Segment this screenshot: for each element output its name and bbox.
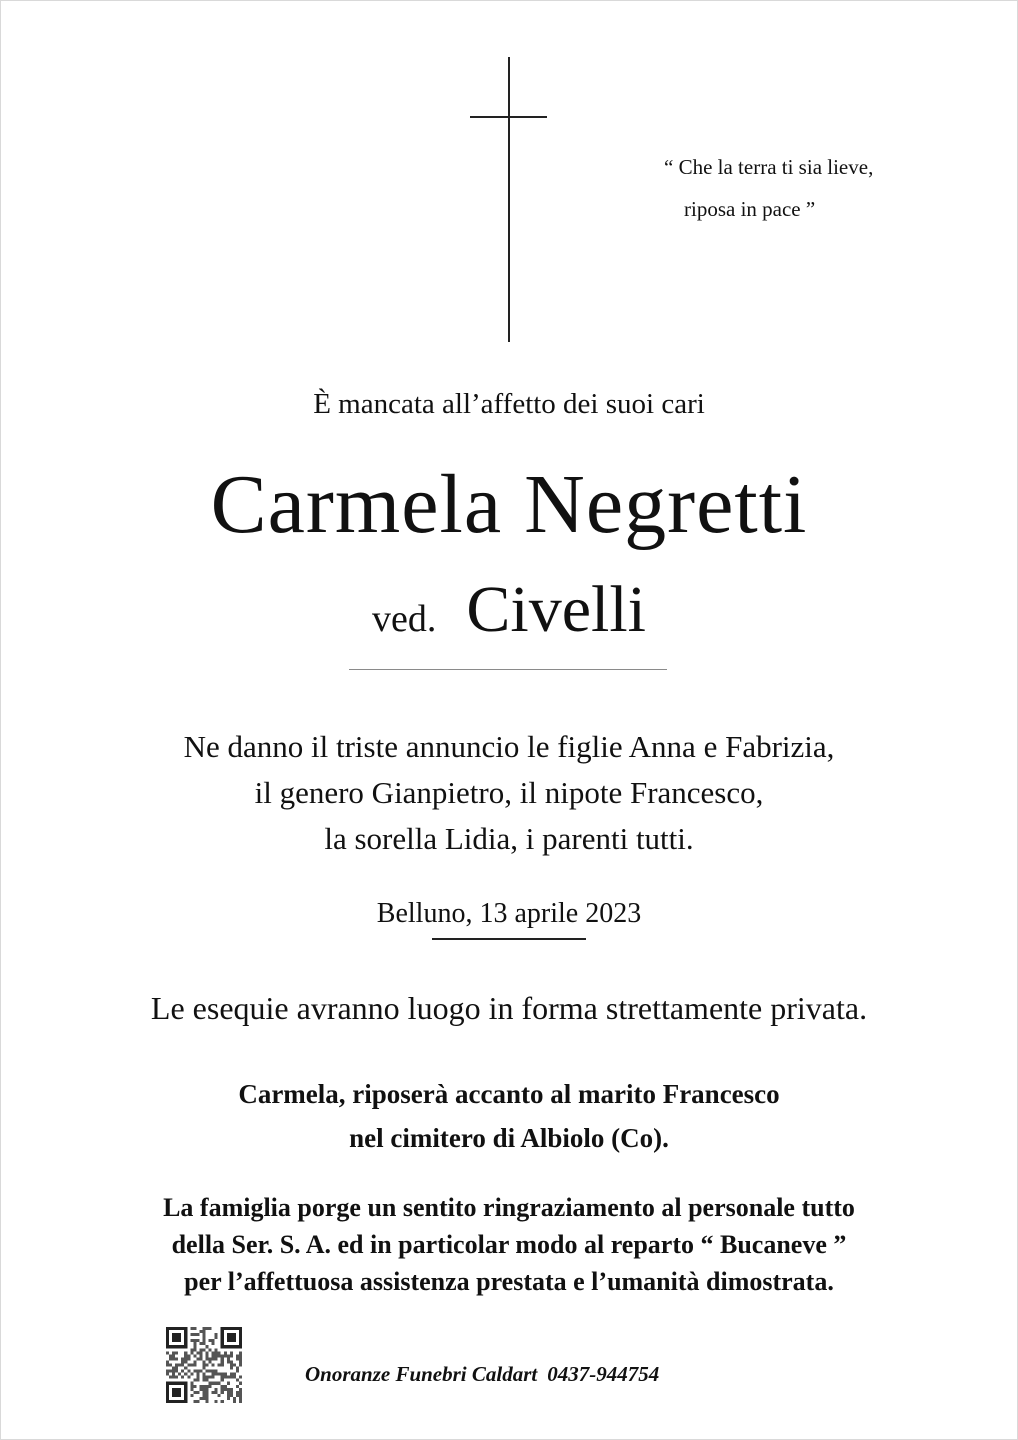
quote-line-2: riposa in pace ”: [684, 197, 816, 221]
announcement-line: la sorella Lidia, i parenti tutti.: [324, 821, 694, 856]
phone-number: 0437-944754: [547, 1362, 660, 1386]
married-name: Civelli: [466, 573, 647, 646]
announcement-line: il genero Gianpietro, il nipote Francesco,: [254, 775, 764, 810]
date: 13 aprile 2023: [479, 898, 642, 929]
widow-prefix: ved.: [371, 598, 437, 640]
burial-notice: [0, 1072, 1018, 1160]
divider: [349, 669, 667, 670]
date-underline: [432, 938, 586, 940]
funeral-home: [305, 1362, 659, 1387]
announcement-line: Ne danno il triste annuncio le figlie Anna e Fabrizia,: [183, 729, 835, 764]
married-name-line: [0, 572, 1018, 648]
burial-line: nel cimitero di Albiolo (Co).: [349, 1123, 669, 1153]
cross-icon-vertical: [508, 57, 510, 342]
epitaph-quote: [664, 146, 873, 230]
place: Belluno,: [376, 898, 473, 929]
date-line: [0, 898, 1018, 930]
cross-icon-horizontal: [470, 116, 547, 118]
thanks-notice: [0, 1189, 1018, 1300]
announcement: [0, 724, 1018, 862]
thanks-line: La famiglia porge un sentito ringraziamento al personale tutto: [163, 1193, 855, 1222]
intro-text: È mancata all’affetto dei suoi cari: [313, 388, 705, 420]
thanks-line: della Ser. S. A. ed in particolar modo al reparto “ Bucaneve ”: [171, 1230, 847, 1259]
thanks-line: per l’affettuosa assistenza prestata e l’umanità dimostrata.: [184, 1267, 834, 1296]
quote-line-1: “ Che la terra ti sia lieve,: [664, 155, 874, 179]
funeral-notice: Le esequie avranno luogo in forma strettamente privata.: [150, 990, 868, 1026]
funeral-home-name: Onoranze Funebri Caldart: [305, 1362, 538, 1386]
burial-line: Carmela, riposerà accanto al marito Francesco: [238, 1079, 780, 1109]
deceased-name: Carmela Negretti: [210, 458, 808, 551]
qr-code-icon: [166, 1327, 242, 1403]
